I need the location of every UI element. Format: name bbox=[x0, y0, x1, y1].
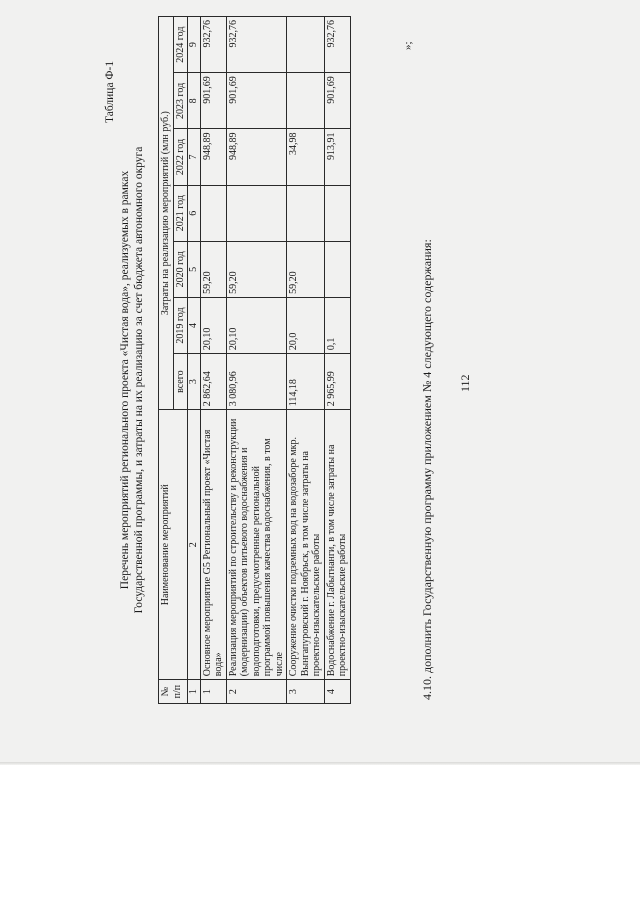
row-2019: 20,10 bbox=[226, 297, 287, 353]
header-num: № п/п bbox=[159, 680, 188, 704]
column-number: 2 bbox=[188, 410, 201, 680]
page-number: 112 bbox=[458, 374, 472, 392]
row-2024 bbox=[287, 17, 325, 73]
table-row bbox=[200, 17, 226, 704]
row-num: 3 bbox=[287, 680, 325, 704]
row-2024: 932,76 bbox=[200, 17, 226, 73]
row-num: 4 bbox=[324, 680, 350, 704]
row-2023: 901,69 bbox=[226, 73, 287, 129]
column-number: 6 bbox=[188, 185, 201, 241]
row-total: 3 080,96 bbox=[226, 354, 287, 410]
row-2021 bbox=[226, 185, 287, 241]
row-2022: 913,91 bbox=[324, 129, 350, 185]
row-num: 2 bbox=[226, 680, 287, 704]
row-2023: 901,69 bbox=[200, 73, 226, 129]
row-2022: 948,89 bbox=[226, 129, 287, 185]
row-2021 bbox=[324, 185, 350, 241]
table-title-line-1: Перечень мероприятий регионального проекта «Чистая вода», реализуемых в рамках bbox=[119, 170, 131, 590]
row-2024: 932,76 bbox=[226, 17, 287, 73]
row-2023 bbox=[287, 73, 325, 129]
row-num: 1 bbox=[200, 680, 226, 704]
header-year: 2021 год bbox=[173, 185, 188, 241]
column-number-row bbox=[188, 17, 201, 704]
table-row bbox=[226, 17, 287, 704]
row-total: 2 965,99 bbox=[324, 354, 350, 410]
header-year: 2023 год bbox=[173, 73, 188, 129]
table-label: Таблица Ф-1 bbox=[104, 60, 116, 123]
column-number: 8 bbox=[188, 73, 201, 129]
header-year: 2019 год bbox=[173, 297, 188, 353]
column-number: 9 bbox=[188, 17, 201, 73]
header-costs: Затраты на реализацию мероприятий (млн руб.) bbox=[159, 17, 174, 410]
table-title-line-2: Государственной программы, и затраты на их реализацию за счет бюджета автономного округа bbox=[133, 146, 145, 614]
row-2022: 948,89 bbox=[200, 129, 226, 185]
row-name: Реализация мероприятий по строительству и реконструкции (модернизации) объектов питьевого водоснабжения и водоподготовки, предусмотренные региональной программой повышения качества водоснабжения, в том числе bbox=[226, 410, 287, 680]
row-2019: 0,1 bbox=[324, 297, 350, 353]
column-number: 1 bbox=[188, 680, 201, 704]
row-2019: 20,10 bbox=[200, 297, 226, 353]
row-name: Сооружение очистки подземных вод на водозаборе мкр. Вынгапуровский г. Ноябрьск, в том числе затраты на проектно-изыскательские работы bbox=[287, 410, 325, 680]
header-year: 2020 год bbox=[173, 241, 188, 297]
scan-edge bbox=[0, 762, 640, 765]
column-number: 3 bbox=[188, 354, 201, 410]
row-2020: 59,20 bbox=[226, 241, 287, 297]
row-2023: 901,69 bbox=[324, 73, 350, 129]
row-2021 bbox=[287, 185, 325, 241]
column-number: 5 bbox=[188, 241, 201, 297]
row-name: Основное мероприятие G5 Региональный проект «Чистая вода» bbox=[200, 410, 226, 680]
column-number: 7 bbox=[188, 129, 201, 185]
row-total: 2 862,64 bbox=[200, 354, 226, 410]
table-row bbox=[324, 17, 350, 704]
row-2020 bbox=[324, 241, 350, 297]
row-2024: 932,76 bbox=[324, 17, 350, 73]
row-name: Водоснабжение г. Лабытнанги, в том числе затраты на проектно-изыскательские работы bbox=[324, 410, 350, 680]
header-year: 2022 год bbox=[173, 129, 188, 185]
header-name: Наименование мероприятий bbox=[159, 410, 188, 680]
row-total: 114,18 bbox=[287, 354, 325, 410]
row-2020: 59,20 bbox=[200, 241, 226, 297]
row-2019: 20,0 bbox=[287, 297, 325, 353]
column-number: 4 bbox=[188, 297, 201, 353]
closing-quote: »; bbox=[402, 41, 414, 50]
header-year: 2024 год bbox=[173, 17, 188, 73]
row-2021 bbox=[200, 185, 226, 241]
row-2022: 34,98 bbox=[287, 129, 325, 185]
costs-table bbox=[158, 16, 351, 704]
header-total: всего bbox=[173, 354, 188, 410]
amendment-text: 4.10. дополнить Государственную программу приложением № 4 следующего содержания: bbox=[420, 239, 434, 700]
row-2020: 59,20 bbox=[287, 241, 325, 297]
table-row bbox=[287, 17, 325, 704]
